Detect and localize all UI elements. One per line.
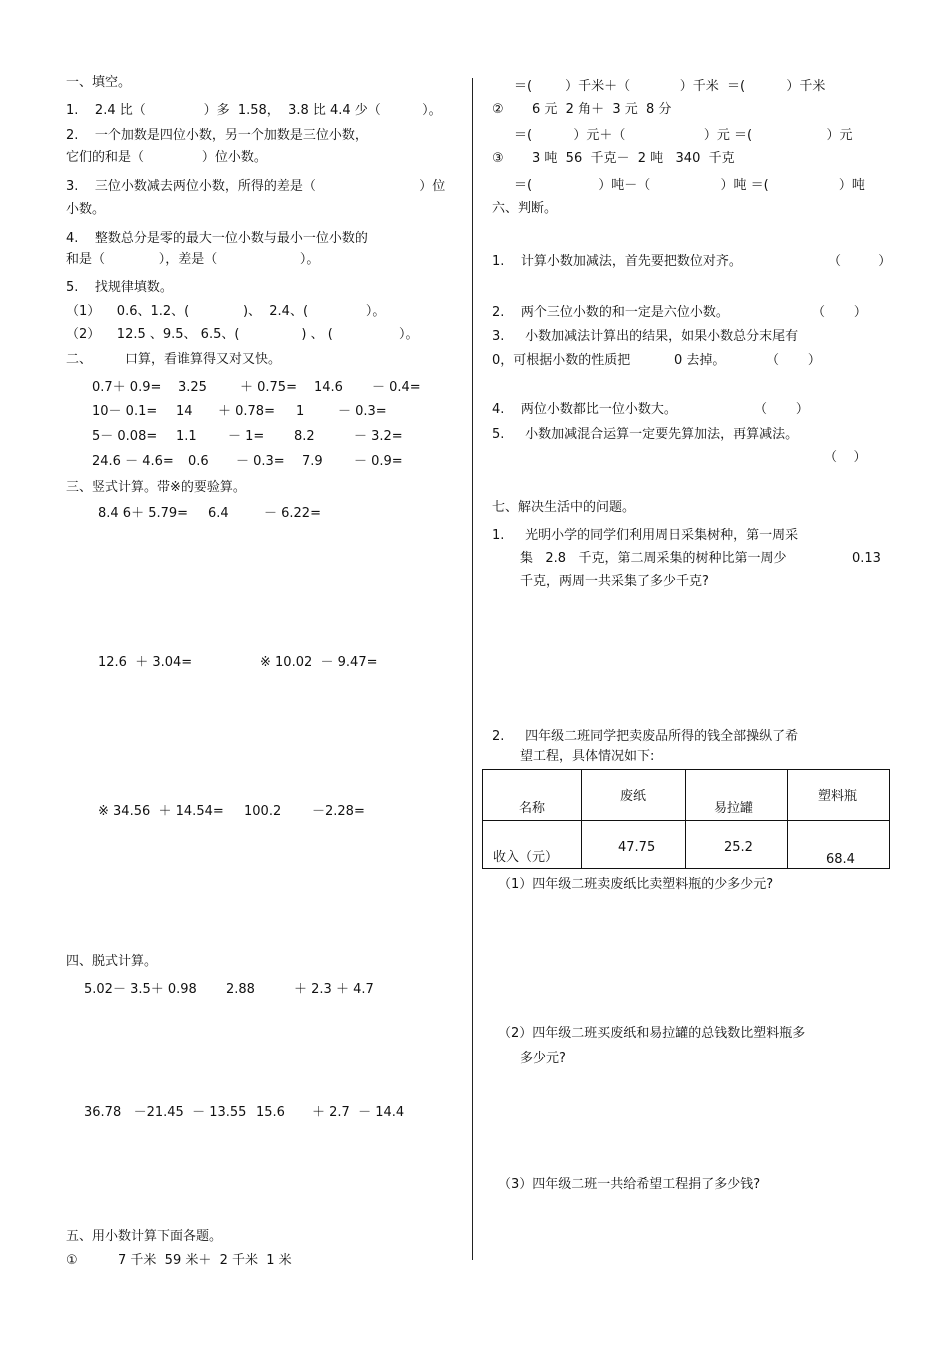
problem-1-line2: 集 2.8 千克，第二周采集的树种比第一周少 <box>520 551 787 566</box>
oral-r3-c4: 8.2 <box>294 429 315 444</box>
table-row <box>483 821 890 869</box>
oral-r2-c2: 14 <box>176 404 193 419</box>
fill-q1: 1. 2.4 比（ ）多 1.58， 3.8 比 4.4 少（ ）。 <box>66 103 442 118</box>
section-4-heading: 四、脱式计算。 <box>66 954 158 969</box>
table-header-cell <box>788 770 890 821</box>
unit-item-2-marker: ② <box>492 102 504 117</box>
oral-r2-c5: － 0.3= <box>338 404 387 419</box>
oral-r3-c1: 5－ 0.08= <box>92 429 158 444</box>
oral-r4-c2: 0.6 <box>188 454 209 469</box>
sub-question-1: （1）四年级二班卖废纸比卖塑料瓶的少多少元? <box>498 877 774 892</box>
stepwise-calc-2a: 36.78 －21.45 － 13.55 <box>84 1105 247 1120</box>
judge-q4-blank: （ ） <box>754 402 809 417</box>
judge-q2-blank: （ ） <box>812 305 867 320</box>
oral-r2-c4: 1 <box>296 404 305 419</box>
problem-2-line1: 2. 四年级二班同学把卖废品所得的钱全部操纵了希 <box>492 729 799 744</box>
value-waste-paper: 47.75 <box>618 840 656 855</box>
sub-question-2-line2: 多少元? <box>520 1051 566 1066</box>
judge-q3-line2b: 0 去掉。 <box>674 353 726 368</box>
stepwise-calc-2c: ＋ 2.7 － 14.4 <box>312 1105 405 1120</box>
fill-q5: 5. 找规律填数。 <box>66 280 173 295</box>
fill-q2-line1: 2. 一个加数是四位小数，另一个加数是三位小数， <box>66 128 368 143</box>
table-cell <box>788 821 890 869</box>
vertical-calc-3a: ※ 34.56 ＋ 14.54= <box>98 804 224 819</box>
header-name: 名称 <box>519 801 546 816</box>
oral-r1-c4: 14.6 <box>314 380 343 395</box>
oral-r1-c3: ＋ 0.75= <box>240 380 297 395</box>
judge-q3-line2a: 0，可根据小数的性质把 <box>492 353 631 368</box>
oral-r4-c1: 24.6 － 4.6= <box>92 454 174 469</box>
unit-item-1: 7 千米 59 米＋ 2 千米 1 米 <box>118 1253 292 1268</box>
sub-question-3: （3）四年级二班一共给希望工程捐了多少钱? <box>498 1177 761 1192</box>
value-cans: 25.2 <box>724 840 753 855</box>
judge-q5: 5. 小数加减混合运算一定要先算加法，再算减法。 <box>492 427 799 442</box>
vertical-calc-1c: － 6.22= <box>264 506 321 521</box>
sub-question-2-line1: （2）四年级二班买废纸和易拉罐的总钱数比塑料瓶多 <box>498 1026 806 1041</box>
judge-q1: 1. 计算小数加减法，首先要把数位对齐。 <box>492 254 742 269</box>
unit-item-1-marker: ① <box>66 1253 78 1268</box>
fill-q3-line1: 3. 三位小数减去两位小数，所得的差是（ ）位 <box>66 179 446 194</box>
judge-q3-blank: （ ） <box>766 353 821 368</box>
table-header-cell <box>483 770 582 821</box>
oral-r3-c5: － 3.2= <box>354 429 403 444</box>
row-label-income: 收入（元） <box>493 850 559 865</box>
section-2-heading: 二、 口算，看谁算得又对又快。 <box>66 352 282 367</box>
oral-r3-c2: 1.1 <box>176 429 197 444</box>
fill-q2-line2: 它们的和是（ ）位小数。 <box>66 150 267 165</box>
oral-r4-c5: － 0.9= <box>354 454 403 469</box>
oral-r2-c1: 10－ 0.1= <box>92 404 158 419</box>
unit-item-3-answer: ＝( ）吨－（ ）吨 ＝( ）吨 <box>514 178 865 193</box>
vertical-calc-1a: 8.4 6＋ 5.79= <box>98 506 189 521</box>
problem-1-line1: 1. 光明小学的同学们利用周日采集树种，第一周采 <box>492 528 799 543</box>
unit-item-2: 6 元 2 角＋ 3 元 8 分 <box>532 102 672 117</box>
column-divider <box>472 78 473 1260</box>
problem-1-number: 0.13 <box>852 551 881 566</box>
stepwise-calc-2b: 15.6 <box>256 1105 285 1120</box>
oral-r4-c3: － 0.3= <box>236 454 285 469</box>
fill-q5-1: （1） 0.6、1.2、( )、 2.4、( ）。 <box>66 304 386 319</box>
section-5-heading: 五、用小数计算下面各题。 <box>66 1229 223 1244</box>
fill-q4-line1: 4. 整数总分是零的最大一位小数与最小一位小数的 <box>66 231 368 246</box>
oral-r2-c3: ＋ 0.78= <box>218 404 275 419</box>
table-header-cell <box>686 770 788 821</box>
vertical-calc-3c: －2.28= <box>312 804 365 819</box>
fill-q4-line2: 和是（ ），差是（ ）。 <box>66 252 320 267</box>
header-cans: 易拉罐 <box>714 801 754 816</box>
problem-2-line2: 望工程，具体情况如下: <box>520 749 655 764</box>
vertical-calc-2a: 12.6 ＋ 3.04= <box>98 655 193 670</box>
table-cell <box>483 821 582 869</box>
oral-r1-c2: 3.25 <box>178 380 207 395</box>
fill-q5-2: （2） 12.5 、9.5、 6.5、( ) 、 ( ）。 <box>66 327 419 342</box>
value-plastic-bottles: 68.4 <box>826 852 855 867</box>
oral-r4-c4: 7.9 <box>302 454 323 469</box>
vertical-calc-2b: ※ 10.02 － 9.47= <box>260 655 378 670</box>
unit-item-2-answer: ＝( ）元＋（ ）元 ＝( ）元 <box>514 128 853 143</box>
header-waste-paper: 废纸 <box>620 789 647 804</box>
table-header-row <box>483 770 890 821</box>
judge-q5-blank: （ ） <box>824 450 867 465</box>
oral-r1-c5: － 0.4= <box>372 380 421 395</box>
vertical-calc-3b: 100.2 <box>244 804 282 819</box>
judge-q2: 2. 两个三位小数的和一定是六位小数。 <box>492 305 729 320</box>
oral-r3-c3: － 1= <box>228 429 265 444</box>
vertical-calc-1b: 6.4 <box>208 506 229 521</box>
section-6-heading: 六、判断。 <box>492 201 558 216</box>
judge-q4: 4. 两位小数都比一位小数大。 <box>492 402 677 417</box>
section-7-heading: 七、解决生活中的问题。 <box>492 500 636 515</box>
table-cell <box>582 821 686 869</box>
problem-1-line3: 千克，两周一共采集了多少千克? <box>520 574 709 589</box>
stepwise-calc-1c: ＋ 2.3 ＋ 4.7 <box>294 982 374 997</box>
unit-item-3-marker: ③ <box>492 151 504 166</box>
stepwise-calc-1b: 2.88 <box>226 982 255 997</box>
section-3-heading: 三、竖式计算。带※的要验算。 <box>66 480 246 495</box>
table-header-cell <box>582 770 686 821</box>
section-1-heading: 一、填空。 <box>66 75 132 90</box>
oral-r1-c1: 0.7＋ 0.9= <box>92 380 162 395</box>
header-plastic-bottles: 塑料瓶 <box>818 789 858 804</box>
unit-item-1-answer: ＝( ）千米＋（ ）千米 ＝( ）千米 <box>514 79 826 94</box>
unit-item-3: 3 吨 56 千克－ 2 吨 340 千克 <box>532 151 735 166</box>
income-table <box>482 769 890 869</box>
stepwise-calc-1a: 5.02－ 3.5＋ 0.98 <box>84 982 197 997</box>
judge-q1-blank: （ ） <box>828 254 892 269</box>
table-cell <box>686 821 788 869</box>
fill-q3-line2: 小数。 <box>66 202 106 217</box>
judge-q3-line1: 3. 小数加减法计算出的结果，如果小数总分末尾有 <box>492 329 799 344</box>
